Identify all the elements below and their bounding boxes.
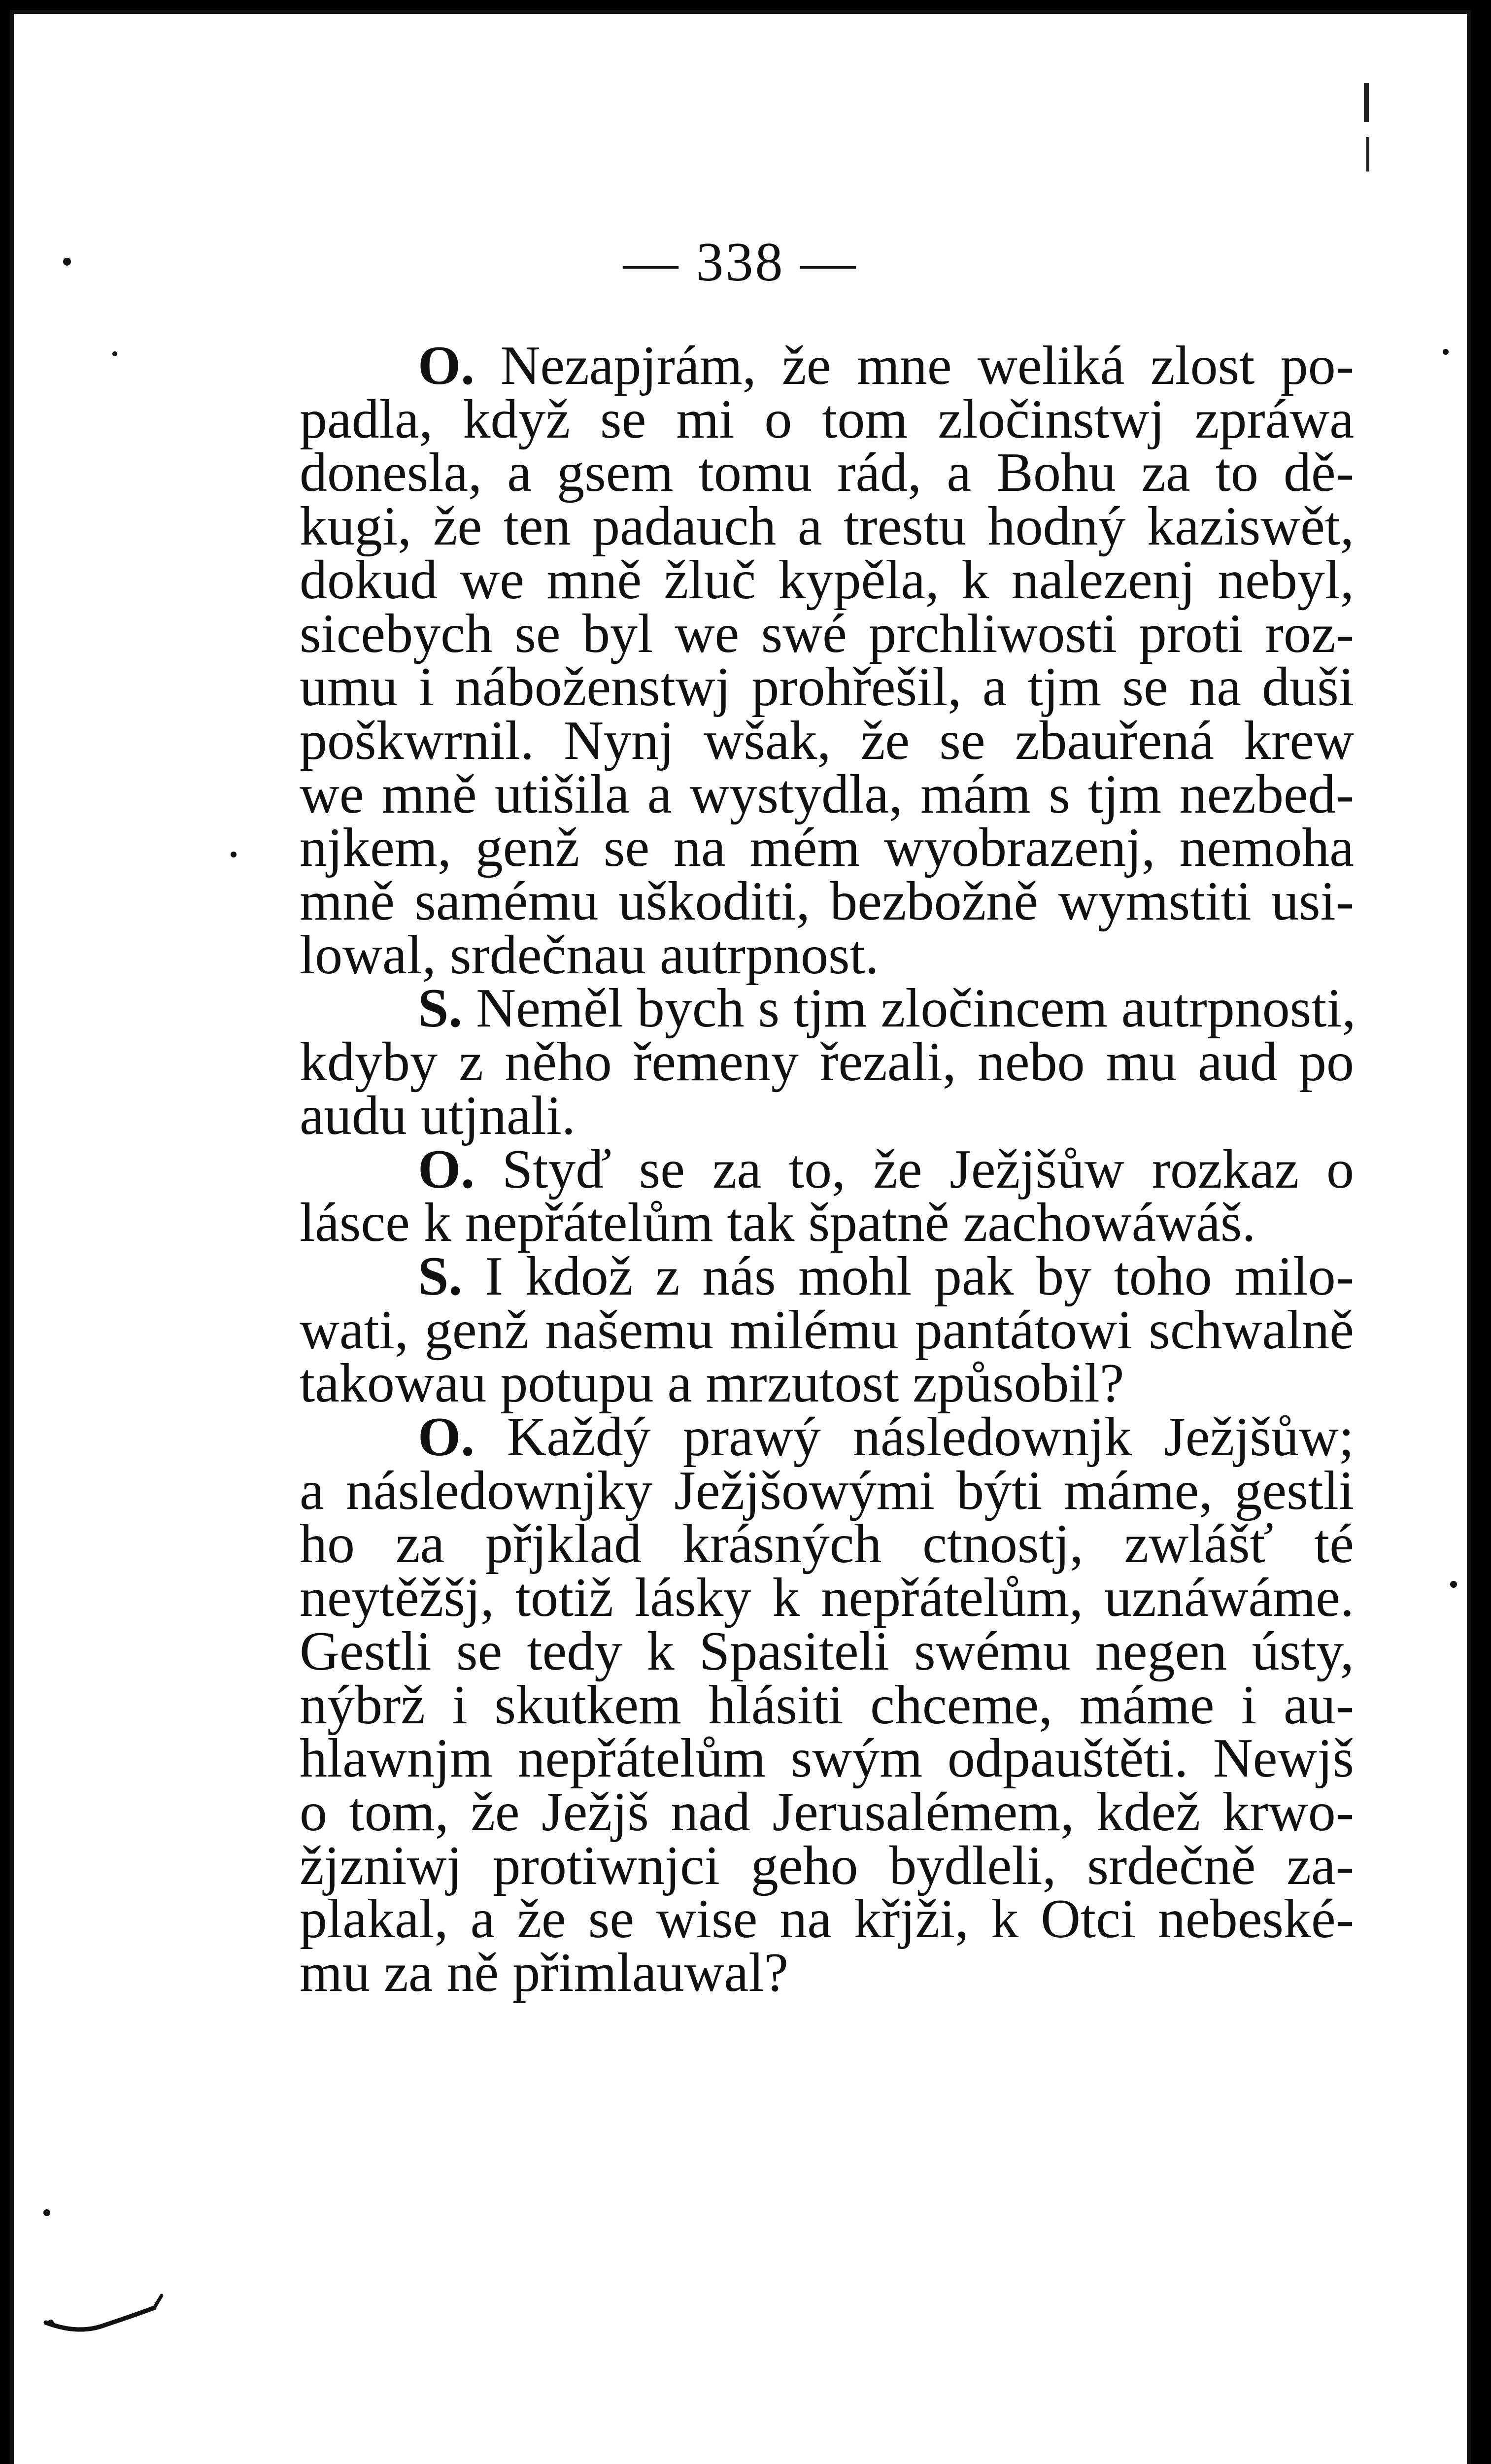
text-line (300, 656, 1354, 718)
line-text: I kdož z nás mohl pak by toho milo- (484, 1245, 1355, 1307)
text-line (300, 978, 1356, 1039)
line-text: žjzniwj protiwnjci geho bydleli, srdečně za- (300, 1835, 1354, 1896)
speaker-label: O. (418, 1406, 475, 1468)
text-line (300, 496, 1354, 557)
line-text: kdyby z něho řemeny řezali, nebo mu aud po (300, 1031, 1354, 1093)
line-text: Styď se za to, že Ježjšůw rozkaz o (502, 1138, 1355, 1200)
line-text: padla, když se mi o tom zločinstwj zpráwa (300, 388, 1354, 450)
body-text (300, 335, 1356, 2004)
line-text: njkem, genž se na mém wyobrazenj, nemoha (300, 817, 1354, 879)
line-text: poškwrnil. Nynj wšak, že se zbauřená krew (300, 710, 1354, 771)
line-text: mu za ně přimlauwal? (300, 1942, 789, 2004)
line-text: wati, genž našemu milému pantátowi schwalně (300, 1299, 1354, 1361)
speck (43, 2209, 50, 2216)
speck (112, 351, 117, 356)
text-line (300, 603, 1354, 664)
text-line (300, 1567, 1354, 1629)
speaker-label: S. (418, 978, 463, 1039)
line-text: Neměl bych s tjm zločincem autrpnosti, (476, 978, 1356, 1039)
speaker-label: O. (418, 1138, 475, 1200)
text-line (300, 1513, 1354, 1575)
line-text: ho za přjklad krásných ctnostj, zwlášť té (300, 1513, 1354, 1575)
text-line (300, 442, 1354, 504)
line-text: a následownjky Ježjšowými býti máme, gestli (300, 1460, 1354, 1521)
text-line (300, 1192, 1354, 1254)
line-text: nýbrž i skutkem hlásiti chceme, máme i au- (300, 1674, 1354, 1736)
line-text: lásce k nepřátelům tak špatně zachowáwáš. (300, 1192, 1256, 1254)
line-text: Každý prawý následownjk Ježjšůw; (507, 1406, 1355, 1468)
text-line (300, 549, 1354, 611)
text-line (300, 1406, 1355, 1468)
line-text: Gestli se tedy k Spasiteli swému negen ústy, (300, 1620, 1354, 1682)
speaker-label: S. (418, 1245, 463, 1307)
speck (1443, 349, 1449, 355)
line-text: mně samému uškoditi, bezbožně wymstiti usi- (300, 871, 1354, 932)
speaker-label: O. (418, 335, 475, 396)
ink-flourish (41, 2293, 169, 2342)
text-line (300, 1353, 1354, 1414)
text-line (300, 924, 1354, 986)
speck (1450, 1581, 1457, 1588)
line-text: umu i náboženstwj prohřešil, a tjm se na duši (300, 656, 1354, 718)
text-line (300, 1728, 1354, 1789)
text-line (300, 1835, 1354, 1896)
line-text: kugi, že ten padauch a trestu hodný kaziswět, (300, 496, 1354, 557)
text-line (300, 1620, 1354, 1682)
line-text: takowau potupu a mrzutost způsobil? (300, 1353, 1124, 1414)
text-line (300, 1085, 1354, 1146)
line-text: lowal, srdečnau autrpnost. (300, 924, 879, 986)
text-line (300, 1031, 1354, 1093)
text-line (300, 335, 1355, 396)
line-text: dokud we mně žluč kypěla, k nalezenj nebyl, (300, 549, 1354, 611)
edge-mark (1366, 137, 1369, 171)
text-line (300, 1674, 1354, 1736)
text-line (300, 710, 1354, 771)
line-text: o tom, že Ježjš nad Jerusalémem, kdež krwo- (300, 1781, 1354, 1843)
text-line (300, 1245, 1355, 1307)
text-line (300, 1299, 1354, 1361)
text-line (300, 1781, 1354, 1843)
text-line (300, 871, 1354, 932)
line-text: hlawnjm nepřátelům swým odpauštěti. Newjš (300, 1728, 1354, 1789)
line-text: donesla, a gsem tomu rád, a Bohu za to dě- (300, 442, 1354, 504)
page-number: — 338 — (623, 232, 858, 293)
line-text: audu utjnali. (300, 1085, 576, 1146)
line-text: sicebych se byl we swé prchliwosti proti roz- (300, 603, 1354, 664)
speck (63, 258, 71, 266)
line-text: we mně utišila a wystydla, mám s tjm nezbed- (300, 763, 1354, 825)
text-line (300, 1138, 1355, 1200)
line-text: Nezapjrám, že mne weliká zlost po- (500, 335, 1355, 396)
text-line (300, 1888, 1354, 1950)
book-page (10, 10, 1471, 2464)
line-text: plakal, a že se wise na křjži, k Otci nebeské- (300, 1888, 1354, 1950)
line-text: neytěžšj, totiž lásky k nepřátelům, uznáwáme. (300, 1567, 1354, 1629)
speck (231, 852, 237, 857)
text-line (300, 817, 1354, 879)
text-line (300, 388, 1354, 450)
text-line (300, 1460, 1354, 1521)
text-line (300, 1942, 1354, 2004)
edge-mark (1364, 83, 1369, 122)
text-line (300, 763, 1354, 825)
